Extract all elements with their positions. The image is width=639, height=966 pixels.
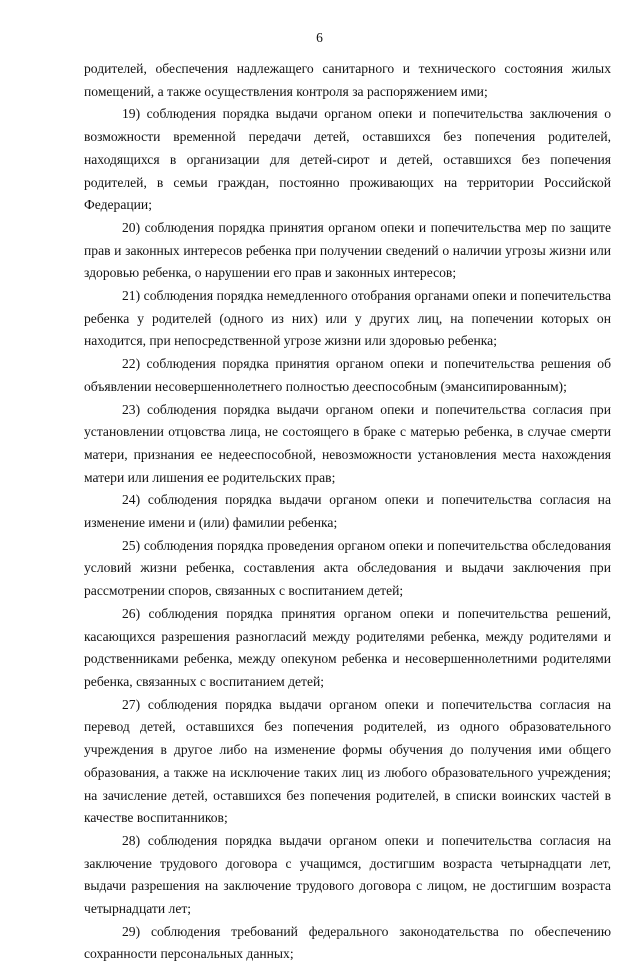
paragraph: 25) соблюдения порядка проведения органом опеки и попечительства обследования условий жизни ребенка, составления акта обследования и выдачи заключения при рассмотрении споров, связанных с воспитанием детей; xyxy=(84,537,611,599)
paragraph: 27) соблюдения порядка выдачи органом опеки и попечительства согласия на перевод детей, оставшихся без попечения родителей, из одного образовательного учреждения в другое либо на изменение формы обучения до получения ими общего образования, а также на исключение таких лиц из любого образовательного учреждения; на зачисление детей, оставшихся без попечения родителей, в списки воинских частей в качестве воспитанников; xyxy=(84,696,611,826)
paragraph: 19) соблюдения порядка выдачи органом опеки и попечительства заключения о возможности временной передачи детей, оставшихся без попечения родителей, находящихся в организации для детей-сирот и детей, оставшихся без попечения родителей, в семьи граждан, постоянно проживающих на территории Российской Федерации; xyxy=(84,106,611,213)
paragraph: 29) соблюдения требований федерального законодательства по обеспечению сохранности персональных данных; xyxy=(84,923,611,962)
paragraph: 21) соблюдения порядка немедленного отобрания органами опеки и попечительства ребенка у родителей (одного из них) или у других лиц, на попечении которых он находится, при непосредственной угрозе жизни или здоровью ребенка; xyxy=(84,288,611,349)
paragraph: 26) соблюдения порядка принятия органом опеки и попечительства решений, касающихся разрешения разногласий между родителями ребенка, между родителями и родственниками ребенка, между опекуном ребенка и несовершеннолетними родителями ребенка, связанных с воспитанием детей; xyxy=(84,605,611,689)
paragraph: 22) соблюдения порядка принятия органом опеки и попечительства решения об объявлении несовершеннолетнего полностью дееспособным (эмансипированным); xyxy=(84,356,611,394)
paragraph: 28) соблюдения порядка выдачи органом опеки и попечительства согласия на заключение трудового договора с учащимся, достигшим возраста четырнадцати лет, выдачи разрешения на заключение трудового договора с лицом, не достигшим возраста четырнадцати лет; xyxy=(84,832,611,917)
page-number: 6 xyxy=(316,30,323,45)
paragraph: 23) соблюдения порядка выдачи органом опеки и попечительства согласия при установлении отцовства лица, не состоящего в браке с матерью ребенка, в случае смерти матери, признания ее недееспособной, невозможности установления места нахождения матери или лишения ее родительских прав; xyxy=(84,401,611,485)
paragraph: 20) соблюдения порядка принятия органом опеки и попечительства мер по защите прав и законных интересов ребенка при получении сведений о наличии угрозы жизни или здоровью ребенка, о нарушении его прав и законных интересов; xyxy=(84,219,611,281)
body-text xyxy=(84,58,611,966)
paragraph: 24) соблюдения порядка выдачи органом опеки и попечительства согласия на изменение имени и (или) фамилии ребенка; xyxy=(84,492,611,531)
paragraph: родителей, обеспечения надлежащего санитарного и технического состояния жилых помещений, а также осуществления контроля за распоряжением ими; xyxy=(84,61,611,99)
